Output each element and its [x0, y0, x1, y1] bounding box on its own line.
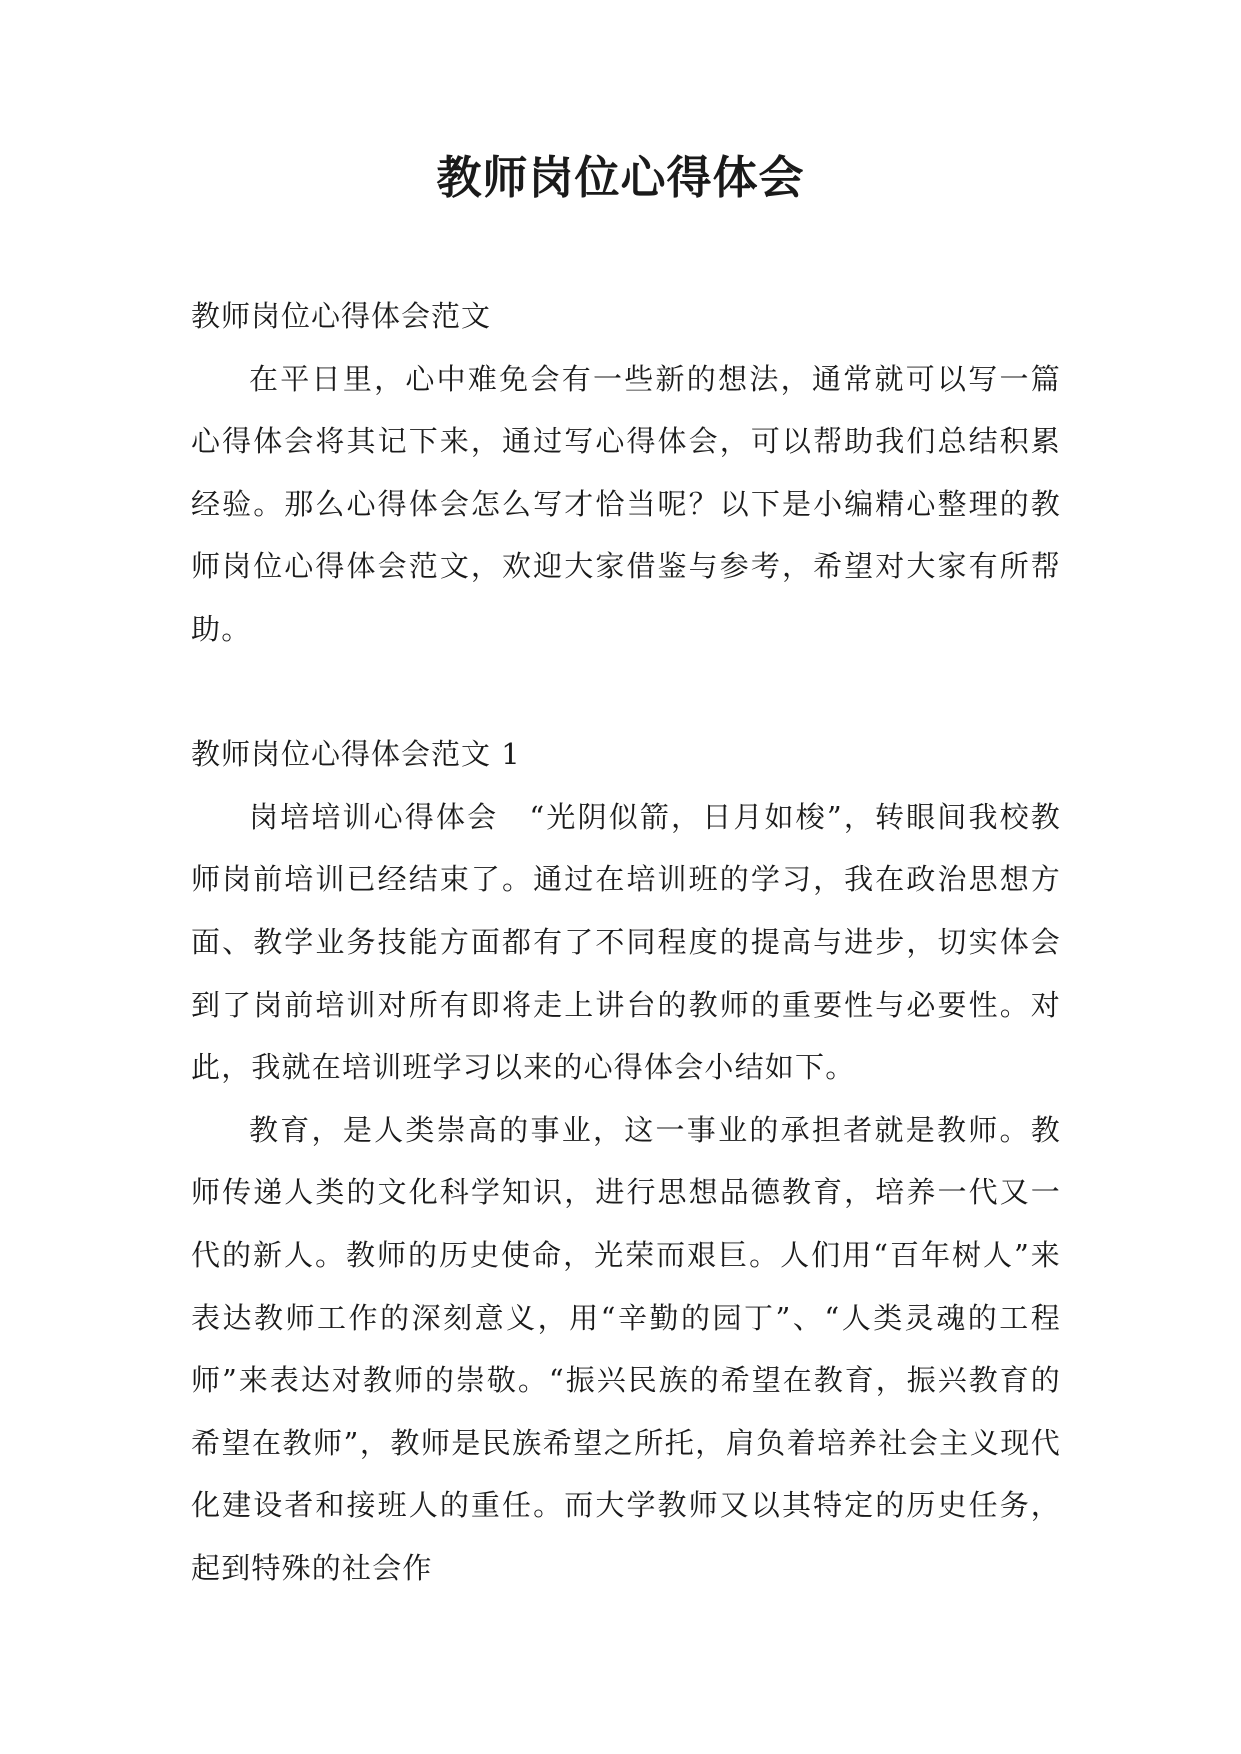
document-title: 教师岗位心得体会 — [436, 151, 805, 204]
intro-paragraph: 在平日里，心中难免会有一些新的想法，通常就可以写一篇心得体会将其记下来，通过写心得体会，可以帮助我们总结积累经验。那么心得体会怎么写才恰当呢？以下是小编精心整理的教师岗位心得体会范文，欢迎大家借鉴与参考，希望对大家有所帮助。 — [191, 361, 1061, 646]
intro-subheading: 教师岗位心得体会范文 — [191, 299, 492, 333]
section1-paragraph-2: 教育，是人类崇高的事业，这一事业的承担者就是教师。教师传递人类的文化科学知识，进行思想品德教育，培养一代又一代的新人。教师的历史使命，光荣而艰巨。人们用“百年树人”来表达教师工作的深刻意义，用“辛勤的园丁”、“人类灵魂的工程师”来表达对教师的崇敬。“振兴民族的希望在教育，振兴教育的希望在教师”，教师是民族希望之所托，肩负着培养社会主义现代化建设者和接班人的重任。而大学教师又以其特定的历史任务，起到特殊的社会作 — [191, 1112, 1061, 1585]
section1-heading: 教师岗位心得体会范文 1 — [191, 737, 521, 772]
document-body — [191, 285, 1061, 1599]
section1-paragraph-1: 岗培培训心得体会 “光阴似箭，日月如梭”，转眼间我校教师岗前培训已经结束了。通过在培训班的学习，我在政治思想方面、教学业务技能方面都有了不同程度的提高与进步，切实体会到了岗前培训对所有即将走上讲台的教师的重要性与必要性。对此，我就在培训班学习以来的心得体会小结如下。 — [191, 799, 1061, 1085]
